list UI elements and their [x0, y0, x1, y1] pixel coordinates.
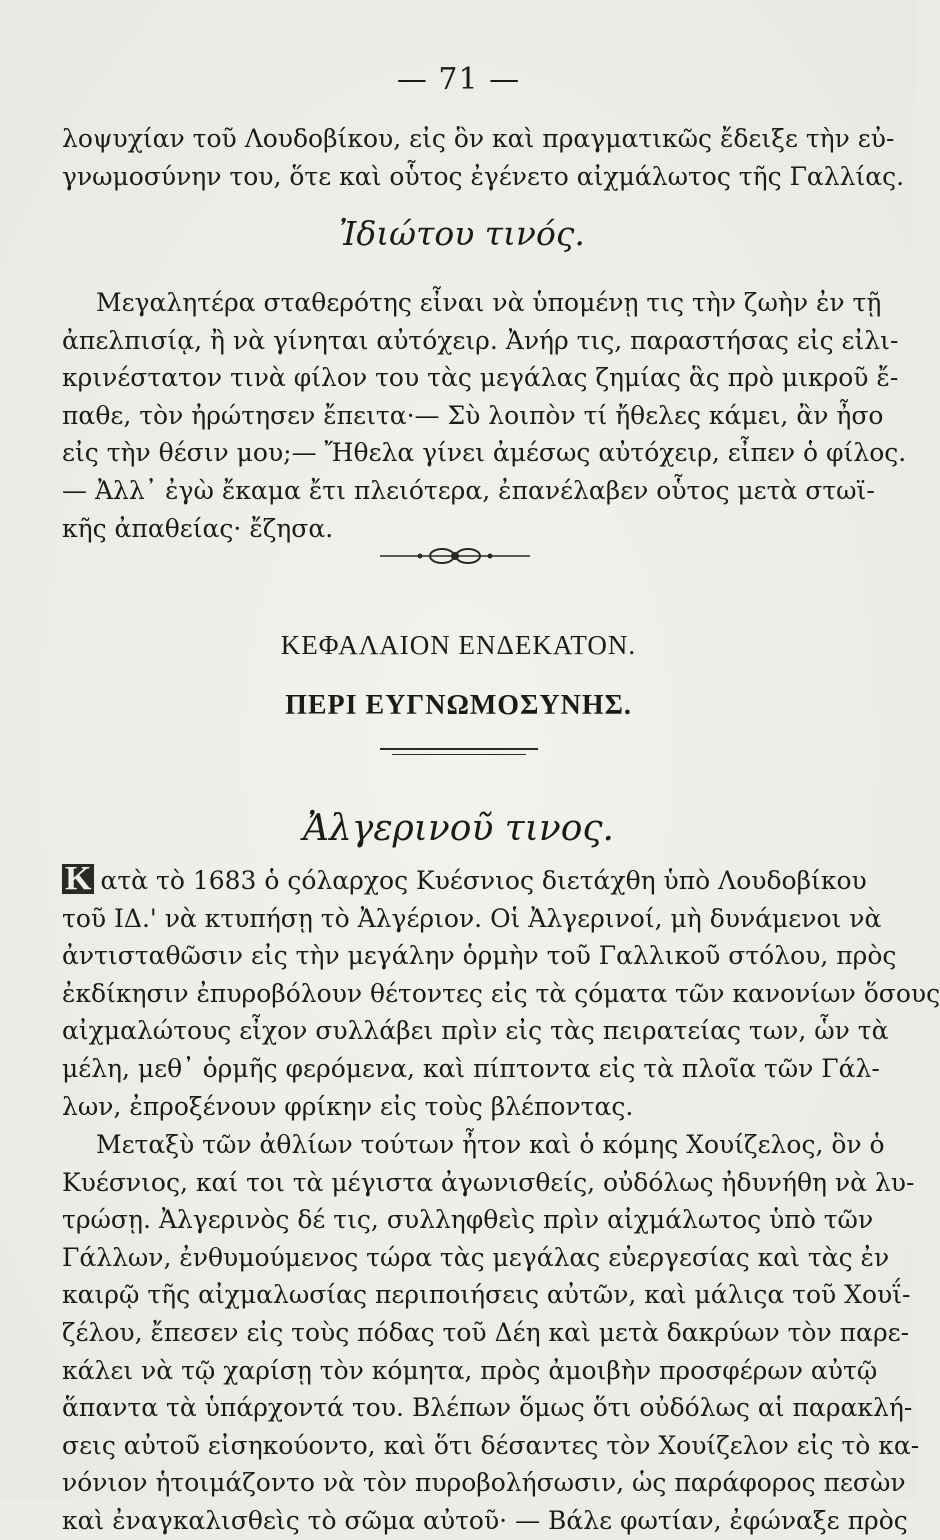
text-line: ἅπαντα τὰ ὑπάρχοντά του. Βλέπων ὅμως ὅτι οὐδόλως αἱ παρακλή-: [62, 1393, 913, 1423]
text-line: τρώσῃ. Ἀλγερινὸς δέ τις, συλληφθεὶς πρὶν αἰχμάλωτος ὑπὸ τῶν: [62, 1205, 874, 1235]
paragraph-2: [62, 860, 940, 1125]
chapter-label: ΚΕΦΑΛΑΙΟΝ ΕΝΔΕΚΑΤΟΝ.: [280, 630, 637, 660]
text-line: ζέλου, ἔπεσεν εἰς τοὺς πόδας τοῦ Δέη καὶ μετὰ δακρύων τὸν παρε-: [62, 1317, 910, 1347]
text-line: Κυέσνιος, καί τοι τὰ μέγιστα ἀγωνισθείς, οὐδόλως ἠδυνήθη νὰ λυ-: [62, 1167, 915, 1197]
text-line: — Ἀλλ᾽ ἐγὼ ἔκαμα ἔτι πλειότερα, ἐπανέλαβεν οὗτος μετὰ στωϊ-: [62, 475, 875, 505]
text-line: αἰχμαλώτους εἶχον συλλάβει πρὶν εἰς τὰς πειρατείας των, ὧν τὰ: [62, 1016, 889, 1046]
text-line: λων, ἐπροξένουν φρίκην εἰς τοὺς βλέποντας.: [62, 1091, 634, 1121]
ornament-divider: [380, 544, 530, 568]
text-line: εἰς τὴν θέσιν μου;— Ἤθελα γίνει ἀμέσως αὐτόχειρ, εἶπεν ὁ φίλος.: [62, 438, 907, 468]
text-line: Μεγαλητέρα σταθερότης εἶναι νὰ ὑπομένῃ τις τὴν ζωὴν ἐν τῇ: [96, 288, 882, 317]
text-line: μέλη, μεθ᾽ ὁρμῆς φερόμενα, καὶ πίπτοντα εἰς τὰ πλοῖα τῶν Γάλ-: [62, 1053, 880, 1083]
text-line: σεις αὐτοῦ εἰσηκούοντο, καὶ ὅτι δέσαντες τὸν Χουίζελον εἰς τὸ κα-: [62, 1430, 920, 1460]
text-line: κάλει νὰ τῷ χαρίσῃ τὸν κόμητα, πρὸς ἀμοιβὴν προσφέρων αὐτῷ: [62, 1355, 878, 1385]
drop-cap: Κ: [62, 864, 94, 894]
text-line: καὶ ἐναγκαλισθεὶς τὸ σῶμα αὐτοῦ· — Βάλε φωτίαν, ἐφώναξε πρὸς: [62, 1505, 908, 1535]
text-line: γνωμοσύνην του, ὅτε καὶ οὗτος ἐγένετο αἰχμάλωτος τῆς Γαλλίας.: [62, 161, 905, 191]
rule-line: [392, 754, 526, 755]
section-heading-1: [62, 214, 862, 253]
text-line: τοῦ ΙΔ.' νὰ κτυπήσῃ τὸ Ἀλγέριον. Οἱ Ἀλγερινοί, μὴ δυνάμενοι νὰ: [62, 903, 882, 933]
text-line: Γάλλων, ἐνθυμούμενος τώρα τὰς μεγάλας εὐεργεσίας καὶ τὰς ἐν: [62, 1242, 890, 1272]
chapter-title: ΠΕΡΙ ΕΥΓΝΩΜΟΣΥΝΗΣ.: [285, 690, 632, 721]
text-line: ἐκδίκησιν ἐπυροβόλουν θέτοντες εἰς τὰ ςόματα τῶν κανονίων ὅσους: [62, 978, 940, 1008]
text-line: νόνιον ἡτοιμάζοντο νὰ τὸν πυροβολήσωσιν, ὡς παράφορος πεσὼν: [62, 1468, 906, 1498]
text-line: κρινέστατον τινὰ φίλον του τὰς μεγάλας ζημίας ἃς πρὸ μικροῦ ἔ-: [62, 363, 899, 393]
text-line: Μεταξὺ τῶν ἀθλίων τούτων ἦτον καὶ ὁ κόμης Χουίζελος, ὃν ὁ: [96, 1130, 885, 1159]
text-line: [62, 860, 867, 900]
paragraph-continuation: [62, 120, 905, 195]
paragraph-1: [62, 284, 907, 547]
section-heading-text: Ἰδιώτου τινός.: [339, 214, 585, 253]
rule-line: [380, 748, 538, 750]
paragraph-3: [62, 1126, 920, 1540]
text-line: κῆς ἀπαθείας· ἔζησα.: [62, 513, 334, 543]
text-line: ἀπελπισίᾳ, ἢ νὰ γίνηται αὐτόχειρ. Ἀνήρ τις, παραστήσας εἰς εἰλι-: [62, 325, 899, 355]
text-line: καιρῷ τῆς αἰχμαλωσίας περιποιήσεις αὐτῶν, καὶ μάλιςα τοῦ Χουΐ-: [62, 1280, 911, 1310]
page-number: — 71 —: [396, 62, 521, 97]
text-line: παθε, τὸν ἠρώτησεν ἔπειτα·— Σὺ λοιπὸν τί ἤθελες κάμει, ἂν ἦσο: [62, 400, 884, 430]
text-line: λοψυχίαν τοῦ Λουδοβίκου, εἰς ὃν καὶ πραγματικῶς ἔδειξε τὴν εὐ-: [62, 124, 895, 153]
text-line: ἀντισταθῶσιν εἰς τὴν μεγάλην ὁρμὴν τοῦ Γαλλικοῦ στόλου, πρὸς: [62, 941, 897, 971]
section-heading-2: Ἀλγερινοῦ τινος.: [302, 808, 614, 849]
text-line-rest: ατὰ τὸ 1683 ὁ ςόλαρχος Κυέσνιος διετάχθη ὑπὸ Λουδοβίκου: [100, 866, 867, 895]
